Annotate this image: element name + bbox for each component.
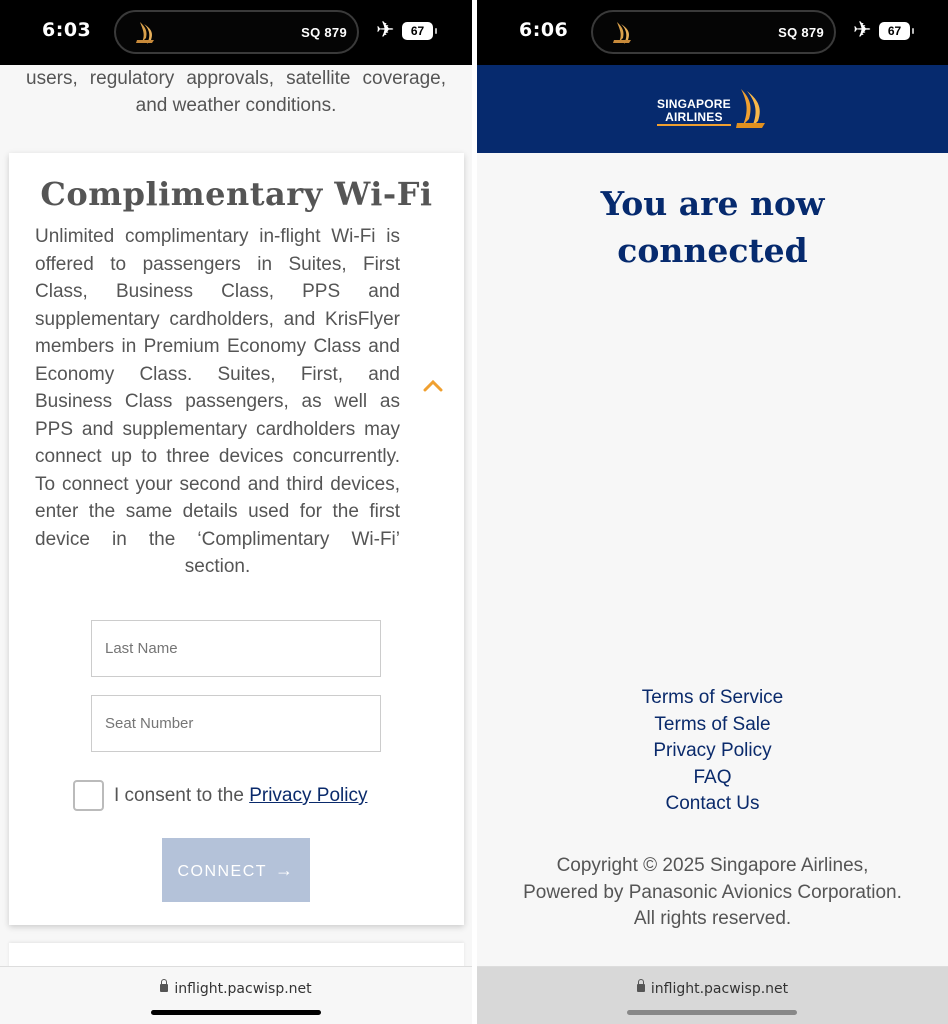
home-indicator[interactable] <box>151 1010 321 1015</box>
terms-of-sale-link[interactable]: Terms of Sale <box>654 713 771 735</box>
address-bar[interactable] <box>0 966 472 1024</box>
seat-number-input[interactable] <box>91 695 381 752</box>
singapore-airlines-bird-icon <box>611 20 635 46</box>
lock-icon <box>160 984 168 992</box>
home-indicator[interactable] <box>627 1010 797 1015</box>
status-time: 6:06 <box>519 19 569 41</box>
last-name-input[interactable] <box>91 620 381 677</box>
connected-line2: connected <box>617 231 808 270</box>
consent-label <box>114 785 367 807</box>
url-display[interactable] <box>0 981 472 997</box>
connect-button[interactable] <box>162 838 310 902</box>
status-bar <box>0 0 472 65</box>
airplane-icon: ✈ <box>376 17 395 42</box>
card-description: Unlimited complimentary in-flight Wi-Fi is offered to passengers in Suites, First Class, Business Class, PPS and supplementary cardholders, and KrisFlyer members in Premium Economy Class and Economy Class. Suites, First, and Business Class passengers, as well as PPS and supplementary cardholders may connect up to three devices concurrently. To connect your second and third devices, enter the same details used for the first device in the ‘Complimentary Wi-Fi’ section. <box>35 226 400 577</box>
privacy-policy-link[interactable]: Privacy Policy <box>653 740 772 761</box>
contact-us-link[interactable]: Contact Us <box>665 793 760 814</box>
brand-header <box>477 65 948 153</box>
url-text: inflight.pacwisp.net <box>174 981 312 997</box>
url-display[interactable] <box>477 981 948 997</box>
consent-checkbox[interactable] <box>73 780 104 811</box>
singapore-airlines-bird-icon <box>134 20 158 46</box>
connected-heading <box>477 180 948 274</box>
footer-links <box>477 685 948 818</box>
address-bar[interactable] <box>477 966 948 1024</box>
dynamic-island <box>591 10 836 54</box>
connect-label: CONNECT <box>177 863 268 880</box>
brand-line1: SINGAPORE <box>657 97 731 111</box>
singapore-airlines-bird-icon <box>735 87 767 131</box>
left-phone-screen <box>0 0 472 1024</box>
right-phone-screen <box>477 0 948 1024</box>
url-text: inflight.pacwisp.net <box>650 981 789 997</box>
brand-line2: AIRLINES <box>657 111 731 126</box>
live-activity-flight: SQ 879 <box>778 25 824 40</box>
brand-wordmark <box>657 98 731 126</box>
consent-row <box>73 780 403 812</box>
lock-icon <box>637 984 645 992</box>
complimentary-wifi-card <box>9 153 464 925</box>
terms-of-service-link[interactable]: Terms of Service <box>641 687 784 708</box>
arrow-right-icon: → <box>275 860 295 880</box>
dynamic-island <box>114 10 359 54</box>
battery-icon: 67 <box>402 22 433 40</box>
privacy-policy-link[interactable]: Privacy Policy <box>249 785 368 806</box>
status-time: 6:03 <box>42 19 92 41</box>
intro-text: users, regulatory approvals, satellite coverage, and weather conditions. <box>26 68 446 116</box>
battery-icon: 67 <box>879 22 910 40</box>
consent-text: I consent to the <box>114 785 250 806</box>
status-bar <box>477 0 948 65</box>
page-content[interactable] <box>0 65 472 966</box>
card-title: Complimentary Wi-Fi <box>40 175 433 213</box>
faq-link[interactable]: FAQ <box>693 766 732 788</box>
airplane-icon: ✈ <box>853 17 872 42</box>
connected-line1: You are now <box>600 184 825 223</box>
live-activity-flight: SQ 879 <box>301 25 347 40</box>
chevron-up-icon[interactable] <box>421 374 445 398</box>
copyright-text: Copyright © 2025 Singapore Airlines, Powered by Panasonic Avionics Corporation. All rights reserved. <box>523 855 902 929</box>
